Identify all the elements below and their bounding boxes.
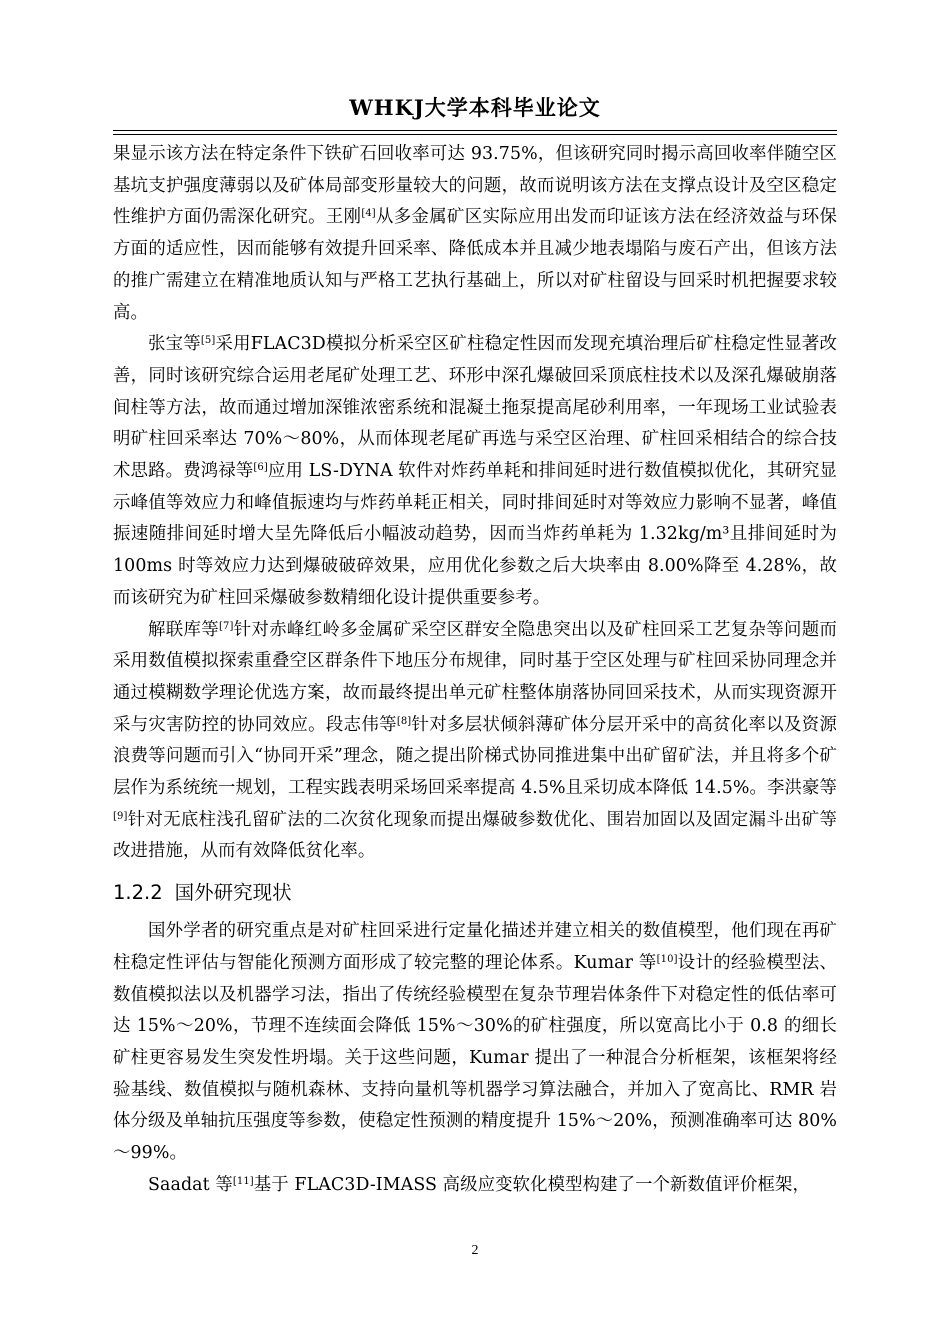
citation: [6] <box>253 462 268 474</box>
citation: [11] <box>232 1175 254 1187</box>
text-run: 基于 FLAC3D-IMASS 高级应变软化模型构建了一个新数值评价框架， <box>253 1174 810 1195</box>
text-run: 张宝等 <box>148 334 201 355</box>
section-title: 国外研究现状 <box>174 881 292 905</box>
text-run: Saadat 等 <box>148 1174 233 1195</box>
running-header: WHKJ大学本科毕业论文 <box>349 95 601 120</box>
text-run: 针对多层状倾斜薄矿体分层开采中的高贫化率以及资源浪费等问题而引入“协同开采”理念，随之提出阶梯式协同推进集中出矿留矿法，并且将多个矿层作为系统统一规划，工程实践表明采场回采率提高 4.5%且采切成本降低 14.5%。李洪豪等 <box>113 714 837 799</box>
paragraph-1 <box>113 139 837 329</box>
section-heading <box>113 876 837 910</box>
text-run: 从多金属矿区实际应用出发而印证该方法在经济效益与环保方面的适应性，因而能够有效提升回采率、降低成本并且减少地表塌陷与废石产出，但该方法的推广需建立在精准地质认知与严格工艺执行基础上，所以对矿柱留设与回采时机把握要求较高。 <box>113 207 838 323</box>
citation: [4] <box>361 208 376 220</box>
text-run: 设计的经验模型法、数值模拟法以及机器学习法，指出了传统经验模型在复杂节理岩体条件下对稳定性的低估率可达 15%～20%，节理不连续面会降低 15%～30%的矿柱强度，所以宽高比小于 0.8 的细长矿柱更容易发生突发性坍塌。关于这些问题，Kumar 提出了一种混合分析框架，该框架将经验基线、数值模拟与随机森林、支持向量机等机器学习算法融合，并加入了宽高比、RMR 岩体分级及单轴抗压强度等参数，使稳定性预测的精度提升 15%～20%，预测准确率可达 80%～99%。 <box>113 952 838 1164</box>
text-run: 采用FLAC3D模拟分析采空区矿柱稳定性因而发现充填治理后矿柱稳定性显著改善，同时该研究综合运用老尾矿处理工艺、环形中深孔爆破回采顶底柱技术以及深孔爆破崩落间柱等方法，故而通过增加深锥浓密系统和混凝土拖泵提高尾砂利用率，一年现场工业试验表明矿柱回采率达 70%～80%，从而体现老尾矿再选与采空区治理、矿柱回采相结合的综合技术思路。费鸿禄等 <box>113 334 837 482</box>
text-run: 针对赤峰红岭多金属矿采空区群安全隐患突出以及矿柱回采工艺复杂等问题而采用数值模拟探索重叠空区群条件下地压分布规律，同时基于空区处理与矿柱回采协同理念并通过模糊数学理论优选方案，故而最终提出单元矿柱整体崩落协同回采技术，从而实现资源开采与灾害防控的协同效应。段志伟等 <box>113 619 838 735</box>
citation: [10] <box>656 953 678 965</box>
paragraph-4 <box>113 916 837 1170</box>
text-run: 针对无底柱浅孔留矿法的二次贫化现象而提出爆破参数优化、围岩加固以及固定漏斗出矿等改进措施，从而有效降低贫化率。 <box>113 809 837 862</box>
text-run: 应用 LS-DYNA 软件对炸药单耗和排间延时进行数值模拟优化，其研究显示峰值等效应力和峰值振速均与炸药单耗正相关，同时排间延时对等效应力影响不显著，峰值振速随排间延时增大呈先降低后小幅波动趋势，因而当炸药单耗为 1.32kg/m³且排间延时为 100ms 时等效应力达到爆破破碎效果，应用优化参数之后大块率由 8.00%降至 4.28%，故而该研究为矿柱回采爆破参数精细化设计提供重要参考。 <box>113 461 837 608</box>
text-run: 果显示该方法在特定条件下铁矿石回收率可达 93.75%，但该研究同时揭示高回收率伴随空区基坑支护强度薄弱以及矿体局部变形量较大的问题，故而说明该方法在支撑点设计及空区稳定性维护方面仍需深化研究。王刚 <box>113 144 837 228</box>
citation: [8] <box>396 715 412 727</box>
citation: [5] <box>200 335 216 347</box>
body-text <box>113 139 837 1202</box>
citation: [9] <box>113 810 128 822</box>
section-number: 1.2.2 <box>113 881 163 905</box>
page-number: 2 <box>471 1243 479 1258</box>
header-rule <box>113 130 837 135</box>
paragraph-5 <box>113 1170 837 1202</box>
text-run: 解联库等 <box>148 619 220 640</box>
citation: [7] <box>219 620 234 632</box>
text-run: 国外学者的研究重点是对矿柱回采进行定量化描述并建立相关的数值模型，他们现在再矿柱稳定性评估与智能化预测方面形成了较完整的理论体系。Kumar 等 <box>113 921 837 973</box>
paragraph-3 <box>113 615 837 869</box>
paragraph-2 <box>113 329 837 614</box>
